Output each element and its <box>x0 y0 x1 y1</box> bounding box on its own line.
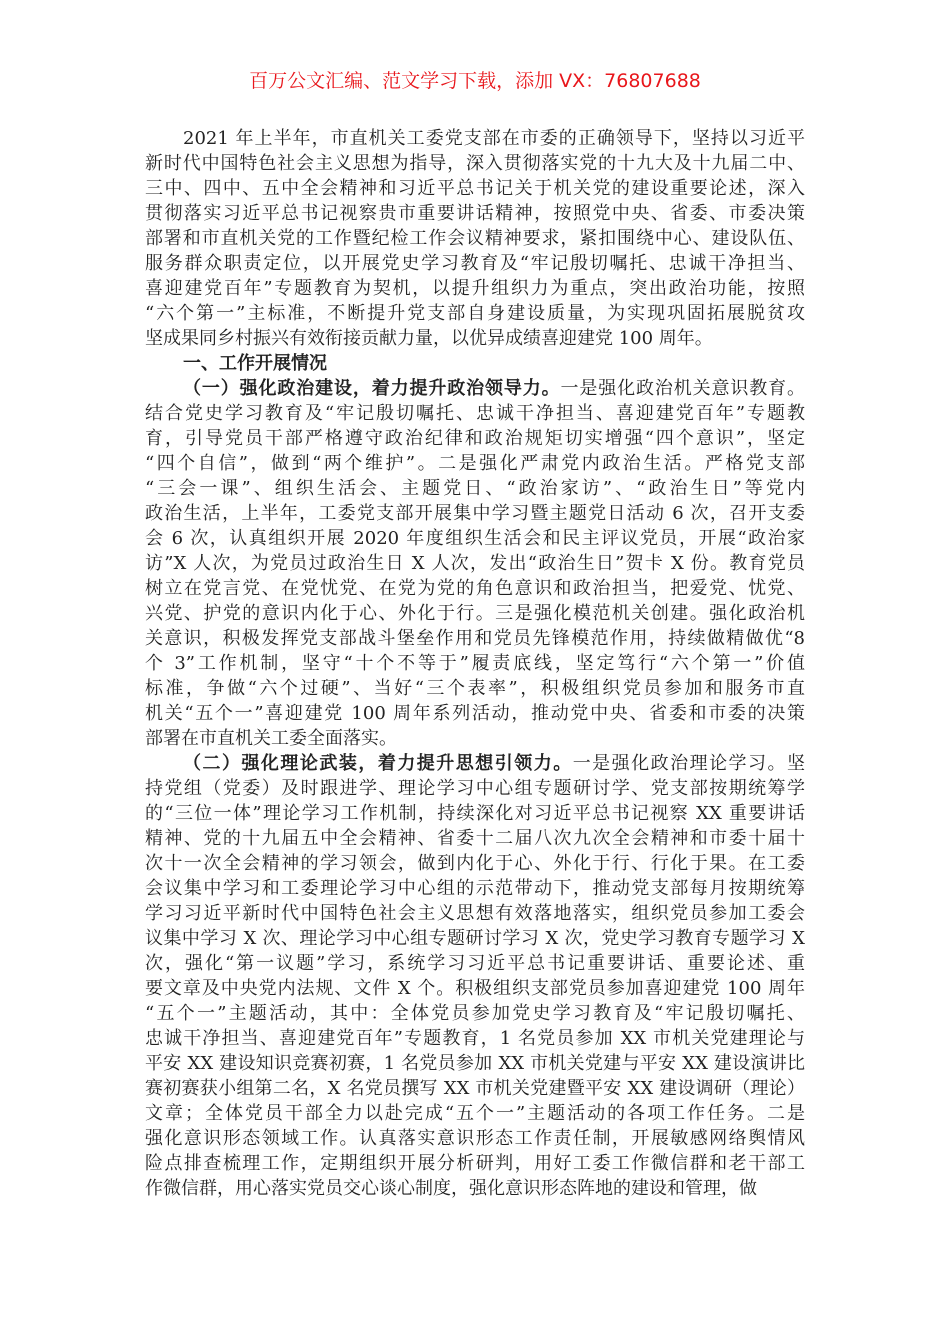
paragraph-line: 作微信群，用心落实党员交心谈心制度，强化意识形态阵地的建设和管理，做 <box>145 1178 757 1199</box>
paragraph-line: 2021 年上半年，市直机关工委党支部在市委的正确领导下，坚持以习近平 <box>183 128 805 149</box>
paragraph-line: 关意识，积极发挥党支部战斗堡垒作用和党员先锋模范作用，持续做精做优“8 <box>145 628 805 649</box>
paragraph-line: 忠诚干净担当、喜迎建党百年”专题教育，1 名党员参加 XX 市机关党建理论与 <box>145 1028 805 1049</box>
paragraph <box>145 126 805 351</box>
paragraph-line: 个 3”工作机制，坚守“十个不等于”履责底线，坚定笃行“六个第一”价值 <box>145 653 805 674</box>
paragraph-line: 的“三位一体”理论学习工作机制，持续深化对习近平总书记视察 XX 重要讲话 <box>145 803 805 824</box>
paragraph-line <box>145 751 805 776</box>
paragraph-line: 访”X 人次，为党员过政治生日 X 人次，发出“政治生日”贺卡 X 份。教育党员 <box>145 553 805 574</box>
paragraph-line: 险点排查梳理工作，定期组织开展分析研判，用好工委工作微信群和老干部工 <box>145 1153 805 1174</box>
paragraph-line: 结合党史学习教育及“牢记殷切嘱托、忠诚干净担当、喜迎建党百年”专题教 <box>145 403 805 424</box>
paragraph-line: 部署在市直机关工委全面落实。 <box>145 728 397 749</box>
paragraph-line: 精神、党的十九届五中全会精神、省委十二届八次九次全会精神和市委十届十 <box>145 828 805 849</box>
paragraph-line: 树立在党言党、在党忧党、在党为党的角色意识和政治担当，把爱党、忧党、 <box>145 578 805 599</box>
subsection-title: （一）强化政治建设，着力提升政治领导力。 <box>183 378 561 399</box>
paragraph-line <box>145 376 805 401</box>
paragraph-line: 赛初赛获小组第二名，X 名党员撰写 XX 市机关党建暨平安 XX 建设调研（理论） <box>145 1078 805 1099</box>
subsection-title: （二）强化理论武装，着力提升思想引领力。 <box>183 753 573 774</box>
paragraph-line: 部署和市直机关党的工作暨纪检工作会议精神要求，紧扣围绕中心、建设队伍、 <box>145 228 805 249</box>
paragraph-line: 坚成果同乡村振兴有效衔接贡献力量，以优异成绩喜迎建党 100 周年。 <box>145 328 713 349</box>
paragraph-line: “五个一”主题活动，其中：全体党员参加党史学习教育及“牢记殷切嘱托、 <box>145 1003 805 1024</box>
paragraph-line: 服务群众职责定位，以开展党史学习教育及“牢记殷切嘱托、忠诚干净担当、 <box>145 253 805 274</box>
paragraph-line: “六个第一”主标准，不断提升党支部自身建设质量，为实现巩固拓展脱贫攻 <box>145 303 805 324</box>
paragraph-line: 文章；全体党员干部全力以赴完成“五个一”主题活动的各项工作任务。二是 <box>145 1103 805 1124</box>
line-text: 一是强化政治理论学习。坚 <box>572 753 806 774</box>
document-body <box>145 126 805 1201</box>
paragraph-line: 持党组（党委）及时跟进学、理论学习中心组专题研讨学、党支部按期统筹学 <box>145 778 805 799</box>
paragraph-line: 育，引导党员干部严格遵守政治纪律和政治规矩切实增强“四个意识”，坚定 <box>145 428 805 449</box>
paragraph-line: 贯彻落实习近平总书记视察贵市重要讲话精神，按照党中央、省委、市委决策 <box>145 203 805 224</box>
section-heading: 一、工作开展情况 <box>183 353 327 374</box>
paragraph-line: 强化意识形态领域工作。认真落实意识形态工作责任制，开展敏感网络舆情风 <box>145 1128 805 1149</box>
paragraph-line: 学习习近平新时代中国特色社会主义思想有效落地落实，组织党员参加工委会 <box>145 903 805 924</box>
paragraph-line: 要文章及中央党内法规、文件 X 个。积极组织支部党员参加喜迎建党 100 周年 <box>145 978 805 999</box>
paragraph-line: 会 6 次，认真组织开展 2020 年度组织生活会和民主评议党员，开展“政治家 <box>145 528 805 549</box>
line-text: 一是强化政治机关意识教育。 <box>560 378 805 399</box>
paragraph-line: 次，强化“第一议题”学习，系统学习习近平总书记重要讲话、重要论述、重 <box>145 953 805 974</box>
paragraph-line: “三会一课”、组织生活会、主题党日、“政治家访”、“政治生日”等党内 <box>145 478 805 499</box>
watermark-banner: 百万公文汇编、范文学习下载，添加 VX：76807688 <box>249 70 701 92</box>
paragraph-line: 会议集中学习和工委理论学习中心组的示范带动下，推动党支部每月按期统筹 <box>145 878 805 899</box>
paragraph-line: 机关“五个一”喜迎建党 100 周年系列活动，推动党中央、省委和市委的决策 <box>145 703 805 724</box>
paragraph-line: 标准，争做“六个过硬”、当好“三个表率”，积极组织党员参加和服务市直 <box>145 678 805 699</box>
paragraph-line: 平安 XX 建设知识竞赛初赛，1 名党员参加 XX 市机关党建与平安 XX 建设演讲比 <box>145 1053 805 1074</box>
paragraph-line: 新时代中国特色社会主义思想为指导，深入贯彻落实党的十九大及十九届二中、 <box>145 153 805 174</box>
paragraph-line: 政治生活，上半年，工委党支部开展集中学习暨主题党日活动 6 次，召开支委 <box>145 503 805 524</box>
paragraph <box>145 751 805 1201</box>
paragraph-line: 兴党、护党的意识内化于心、外化于行。三是强化模范机关创建。强化政治机 <box>145 603 805 624</box>
paragraph-line: “四个自信”，做到“两个维护”。二是强化严肃党内政治生活。严格党支部 <box>145 453 805 474</box>
paragraph-line: 三中、四中、五中全会精神和习近平总书记关于机关党的建设重要论述，深入 <box>145 178 805 199</box>
paragraph-line: 次十一次全会精神的学习领会，做到内化于心、外化于行、行化于果。在工委 <box>145 853 805 874</box>
paragraph-line: 喜迎建党百年”专题教育为契机，以提升组织力为重点，突出政治功能，按照 <box>145 278 805 299</box>
paragraph <box>145 376 805 751</box>
paragraph-line: 议集中学习 X 次、理论学习中心组专题研讨学习 X 次，党史学习教育专题学习 X <box>145 928 805 949</box>
